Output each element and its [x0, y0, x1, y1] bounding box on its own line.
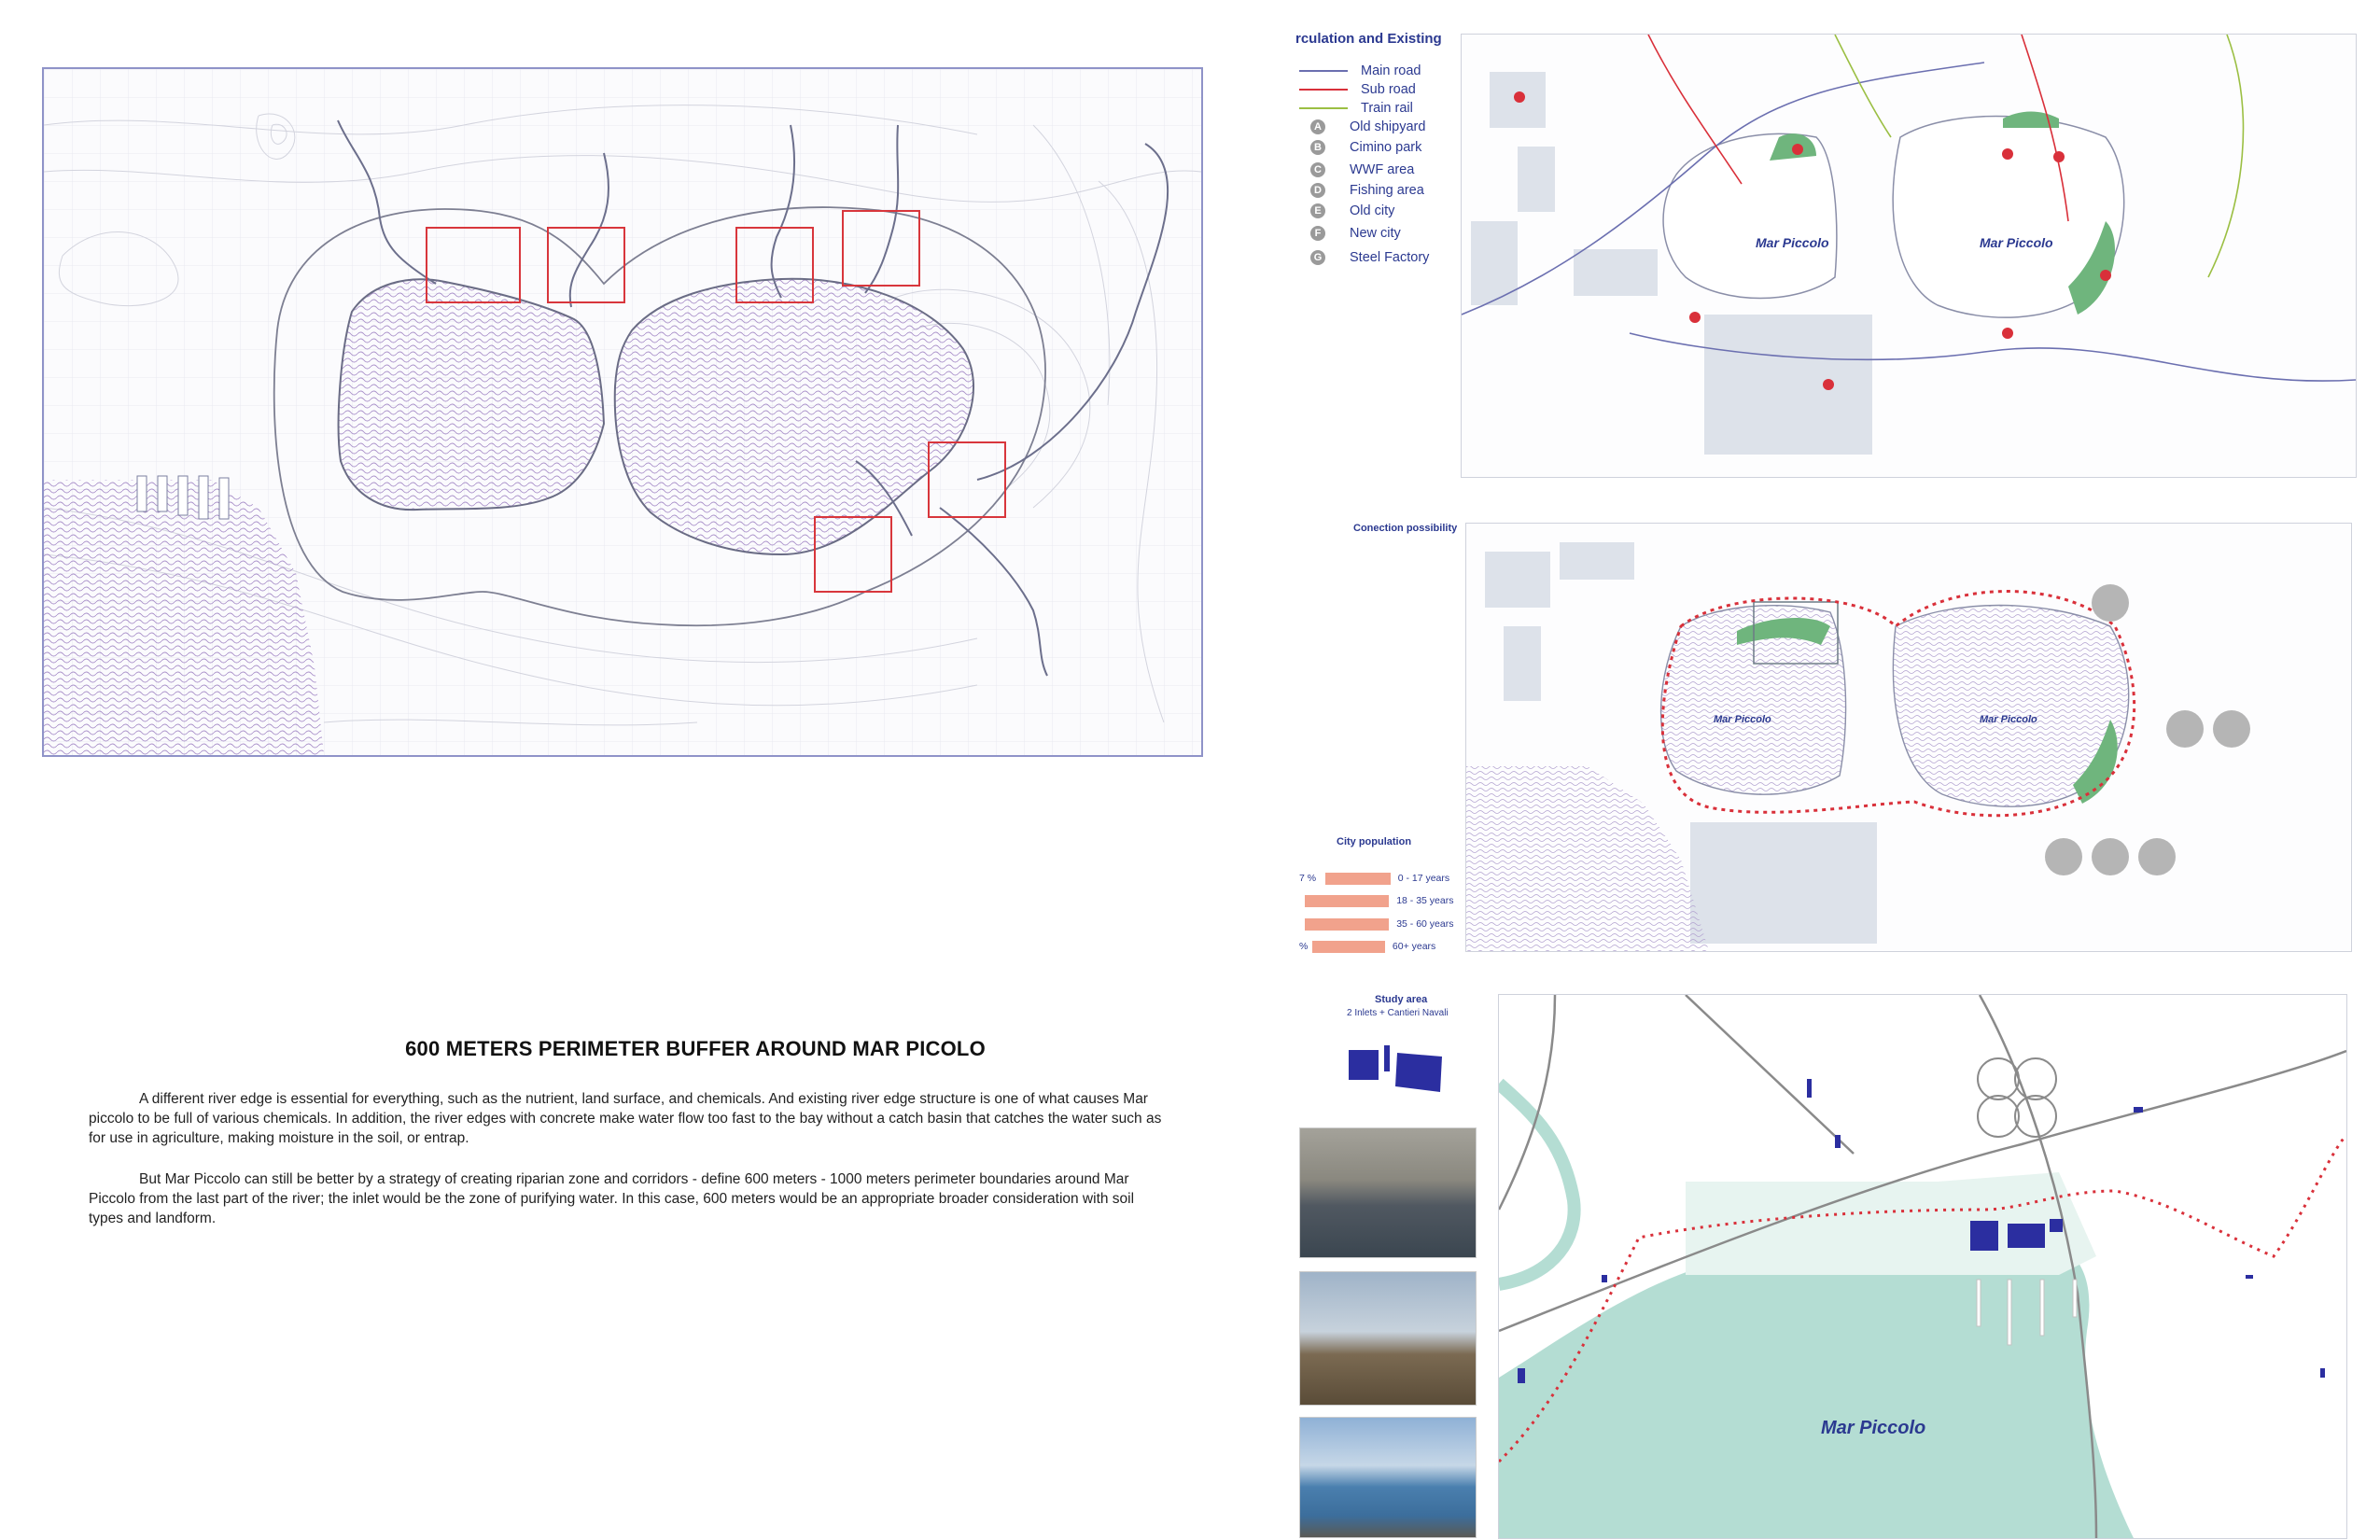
population-bar-1	[1305, 895, 1389, 907]
study-heading: Study area	[1375, 994, 1428, 1005]
legend-place-b: B Cimino park	[1299, 138, 1421, 157]
population-row-1: 18 - 35 years	[1299, 893, 1453, 908]
legend-place-c: C WWF area	[1299, 161, 1414, 179]
population-row-0: 7 % 0 - 17 years	[1299, 873, 1450, 884]
population-row-2: 35 - 60 years	[1299, 917, 1453, 931]
photo-cranes-field	[1299, 1271, 1477, 1406]
circulation-map	[1461, 34, 2357, 478]
population-bar-0	[1325, 873, 1391, 885]
buffer-map	[42, 67, 1203, 757]
page-title: 600 METERS PERIMETER BUFFER AROUND MAR PICOLO	[405, 1037, 986, 1060]
paragraph-river-edge: A different river edge is essential for everything, such as the nutrient, land surface, and chemicals. And existing river edge structure is one of what causes Mar piccolo to be full of various chemicals. In addition, the river edges with concrete make water flow too fast to the bay without a catch basin that catches the water such as for use in agriculture, making moisture in the soil, or entrap.	[89, 1091, 1162, 1146]
legend-train-rail: Train rail	[1299, 99, 1413, 118]
legend-place-e: E Old city	[1299, 202, 1394, 220]
conn-map-label-left: Mar Piccolo	[1714, 714, 1771, 725]
legend-place-a: A Old shipyard	[1299, 118, 1425, 136]
conn-map-label-right: Mar Piccolo	[1980, 714, 2037, 725]
photo-shipyard-aerial	[1299, 1127, 1477, 1258]
map-label-right: Mar Piccolo	[1980, 235, 2053, 250]
population-bar-2	[1305, 918, 1389, 931]
connection-heading: Conection possibility	[1353, 523, 1458, 534]
paragraph-strategy: But Mar Piccolo can still be better by a strategy of creating riparian zone and corridors - define 600 meters - 1000 meters perimeter boundaries around Mar Piccolo from the last part of the river; the inlet would be the zone of purifying water. In this case, 600 meters would be an appropriate broader consideration with soil types and landform.	[89, 1171, 1135, 1226]
legend-place-g: G Steel Factory	[1299, 248, 1429, 267]
connection-map	[1465, 523, 2352, 952]
study-map-label: Mar Piccolo	[1821, 1418, 1926, 1438]
study-area-icon	[1349, 1045, 1451, 1092]
study-subheading: 2 Inlets + Cantieri Navali	[1347, 1008, 1449, 1018]
study-area-map	[1498, 994, 2347, 1539]
population-row-3: % 60+ years	[1299, 941, 1436, 952]
map-label-left: Mar Piccolo	[1756, 235, 1829, 250]
photo-waterfront	[1299, 1417, 1477, 1538]
legend-sub-road: Sub road	[1299, 80, 1416, 99]
population-bar-3	[1312, 941, 1385, 953]
legend-place-f: F New city	[1299, 224, 1401, 243]
population-heading: City population	[1337, 836, 1412, 847]
circulation-heading: rculation and Existing	[1295, 31, 1442, 47]
legend-main-road: Main road	[1299, 62, 1421, 80]
legend-place-d: D Fishing area	[1299, 181, 1424, 200]
